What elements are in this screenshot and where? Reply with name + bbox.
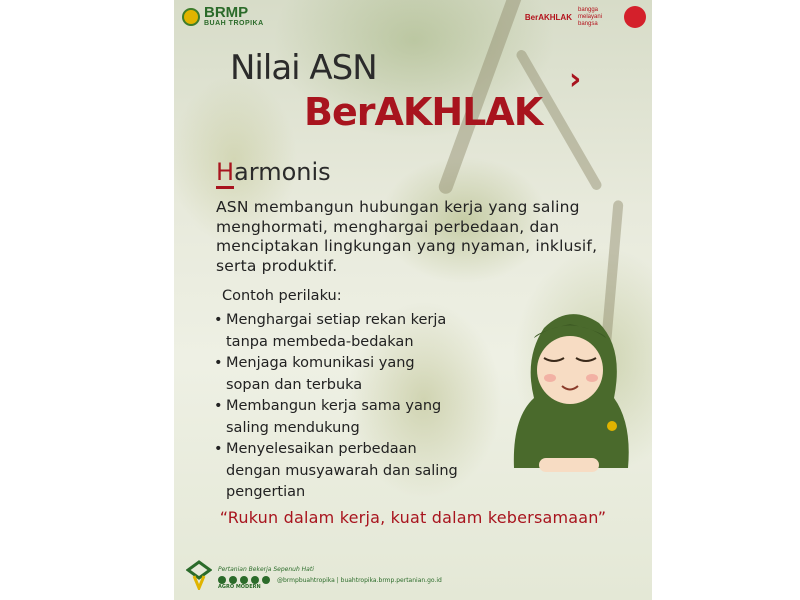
header-logos bbox=[525, 6, 646, 28]
bangga-melayani-logo: bangga melayani bangsa bbox=[578, 6, 603, 27]
twitter-icon[interactable] bbox=[229, 576, 237, 584]
facebook-icon[interactable] bbox=[218, 576, 226, 584]
youtube-icon[interactable] bbox=[251, 576, 259, 584]
examples-label: Contoh perilaku: bbox=[222, 288, 342, 304]
list-item bbox=[214, 439, 494, 504]
agro-modern-logo-icon bbox=[186, 560, 212, 590]
item-line: pengertian bbox=[226, 484, 306, 500]
list-item bbox=[214, 310, 494, 353]
item-line: saling mendukung bbox=[226, 419, 360, 436]
hijab-woman-illustration bbox=[504, 298, 634, 478]
chevron-right-icon: › bbox=[569, 62, 582, 97]
examples-list bbox=[214, 310, 494, 504]
logo-sub-text: BUAH TROPIKA bbox=[204, 20, 264, 27]
title-line2: BerAKHLAK bbox=[304, 90, 543, 134]
web-icon[interactable] bbox=[262, 576, 270, 584]
heading-rest: armonis bbox=[234, 158, 331, 186]
ministry-emblem-icon bbox=[182, 8, 200, 26]
social-icons bbox=[218, 576, 442, 584]
item-line: Membangun kerja sama yang bbox=[226, 398, 442, 414]
item-line: tanpa membeda-bedakan bbox=[226, 333, 414, 350]
poster bbox=[174, 0, 652, 600]
value-heading bbox=[216, 158, 331, 186]
motto-quote: “Rukun dalam kerja, kuat dalam kebersamaan” bbox=[219, 508, 607, 527]
list-item bbox=[214, 396, 494, 439]
footer-handle[interactable]: @brmpbuahtropika | buahtropika.brmp.pertanian.go.id bbox=[277, 576, 442, 584]
title-line1: Nilai ASN bbox=[230, 48, 377, 88]
list-item bbox=[214, 353, 494, 396]
brmp-logo bbox=[182, 6, 264, 27]
instagram-icon[interactable] bbox=[240, 576, 248, 584]
footer-tagline: Pertanian Bekerja Sepenuh Hati bbox=[218, 566, 314, 573]
item-line: dengan musyawarah dan saling bbox=[226, 462, 458, 479]
item-line: Menghargai setiap rekan kerja bbox=[226, 312, 447, 328]
item-line: Menyelesaikan perbedaan bbox=[226, 441, 417, 457]
item-line: Menjaga komunikasi yang bbox=[226, 355, 415, 371]
item-line: sopan dan terbuka bbox=[226, 376, 363, 393]
red-badge-icon bbox=[624, 6, 646, 28]
footer bbox=[186, 560, 442, 590]
value-description: ASN membangun hubungan kerja yang saling menghormati, menghargai perbedaan, dan menciptakan lingkungan yang nyaman, inklusif, serta produktif. bbox=[216, 198, 598, 275]
footer-org: AGRO MODERN bbox=[218, 584, 261, 590]
berakhlak-logo: BerAKHLAK bbox=[524, 12, 572, 22]
heading-initial: H bbox=[216, 158, 234, 189]
logo-main-text: BRMP bbox=[204, 4, 249, 21]
